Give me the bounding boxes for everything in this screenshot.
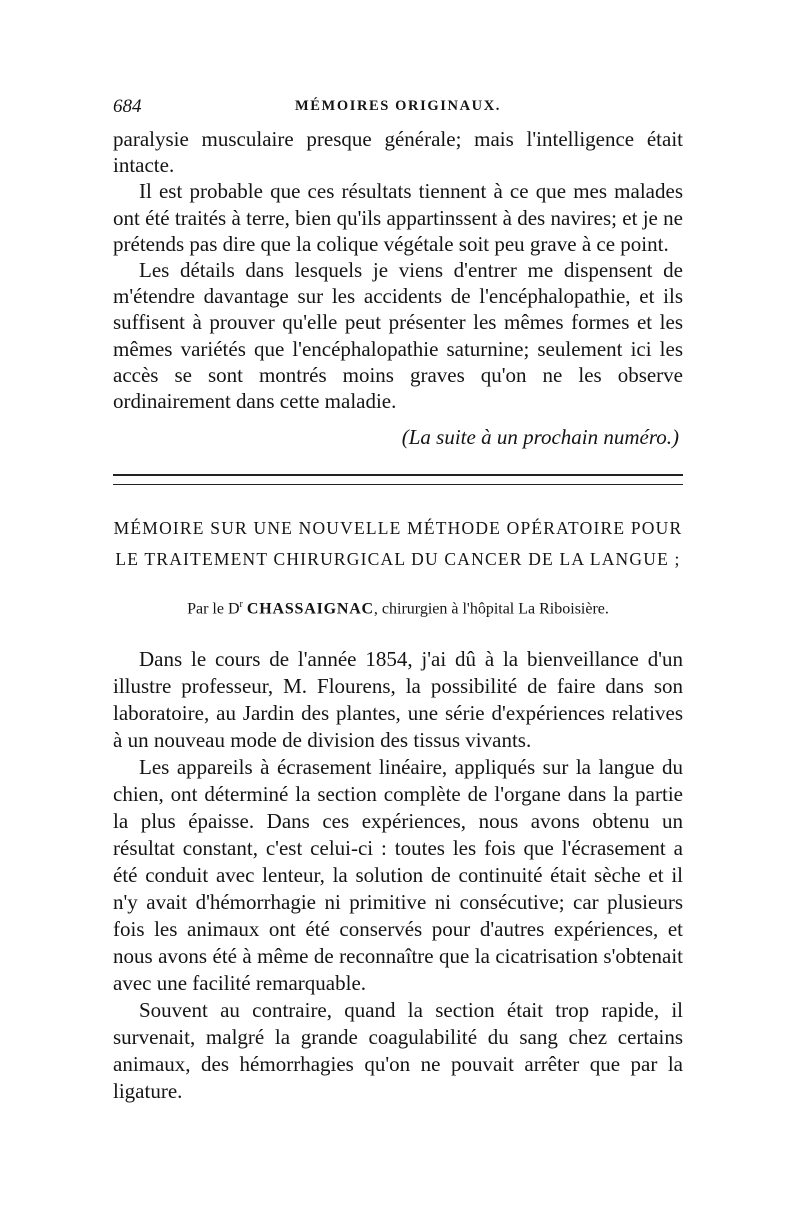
article-paragraph: Souvent au contraire, quand la section était trop rapide, il survenait, malgré la grande coagulabilité du sang chez certains animaux, des hémorrhagies qu'on ne pouvait arrêter que par la ligature.: [113, 997, 683, 1103]
page-number: 684: [113, 96, 142, 117]
byline-superscript: r: [239, 599, 243, 611]
article-title: [113, 513, 683, 575]
article-paragraph: Les appareils à écrasement linéaire, appliqués sur la langue du chien, ont déterminé la section complète de l'organe dans la partie la plus épaisse. Dans ces expériences, nous avons obtenu un résultat constant, c'est celui-ci : toutes les fois que l'écrasement a été conduit avec lenteur, la solution de continuité était sèche et il n'y avait d'hémorrhagie ni primitive ni consécutive; car plusieurs fois les animaux ont été conservés pour d'autres expériences, et nous avons été à même de reconnaître que la cicatrisation s'obtenait avec une facilité remarquable.: [113, 754, 683, 995]
book-page: [113, 96, 683, 1105]
byline: [113, 595, 683, 619]
running-title: MÉMOIRES ORIGINAUX.: [294, 98, 502, 114]
article-paragraph: Dans le cours de l'année 1854, j'ai dû à la bienveillance d'un illustre professeur, M. Flourens, la possibilité de faire dans son laboratoire, au Jardin des plantes, une série d'expériences relatives à un nouveau mode de division des tissus vivants.: [113, 646, 683, 752]
continuation-paragraph: paralysie musculaire presque générale; mais l'intelligence était intacte.: [113, 127, 683, 178]
continuation-paragraph: Les détails dans lesquels je viens d'entrer me dispensent de m'étendre davantage sur les accidents de l'encéphalopathie, et ils suffisent à prouver qu'elle peut présenter les mêmes formes et les mêmes variétés que l'encéphalopathie saturnine; seulement ici les accès se sont montrés moins graves qu'on ne les observe ordinairement dans cette maladie.: [113, 258, 683, 414]
to-be-continued-note: (La suite à un prochain numéro.): [401, 425, 679, 450]
byline-suffix: , chirurgien à l'hôpital La Riboisière.: [373, 600, 609, 618]
article-title-line: MÉMOIRE SUR UNE NOUVELLE MÉTHODE OPÉRATOIRE POUR: [113, 518, 683, 539]
article-body: [113, 646, 683, 1105]
running-head: [113, 96, 683, 126]
section-divider: [113, 474, 683, 485]
byline-prefix: Par le D: [187, 600, 240, 618]
author-name: CHASSAIGNAC: [246, 600, 374, 618]
article-title-line: LE TRAITEMENT CHIRURGICAL DU CANCER DE LA LANGUE ;: [115, 549, 681, 570]
continuation-paragraph: Il est probable que ces résultats tiennent à ce que mes malades ont été traités à terre, bien qu'ils appartinssent à des navires; et je ne prétends pas dire que la colique végétale soit peu grave à ce point.: [113, 179, 683, 256]
